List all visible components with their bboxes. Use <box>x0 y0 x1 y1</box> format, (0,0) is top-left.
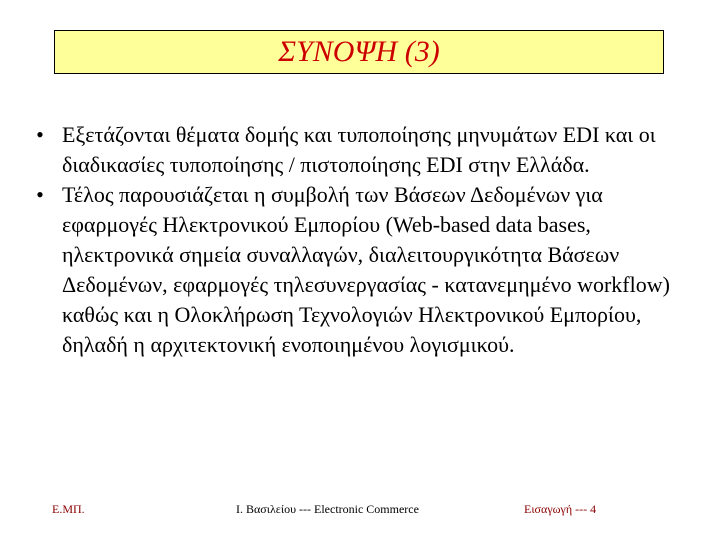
footer-right: Εισαγωγή --- 4 <box>524 502 597 516</box>
bullet-text: Τέλος παρουσιάζεται η συμβολή των Βάσεων Δεδομένων για εφαρμογές Ηλεκτρονικού Εμπορίου (Web-based data bases, ηλεκτρονικά σημεία συναλλαγών, διαλειτουργικότητα Βάσεων Δεδομένων, εφαρμογές τηλεσυνεργασίας - κατανεμημένο workflow) καθώς και η Ολοκλήρωση Τεχνολογιών Ηλεκτρονικού Εμπορίου, δηλαδή η αρχιτεκτονική ενοποιημένου λογισμικού. <box>62 182 670 357</box>
footer-center: Ι. Βασιλείου --- Electronic Commerce <box>236 502 419 516</box>
bullet-icon: • <box>36 122 44 147</box>
title-box <box>54 30 664 74</box>
bullet-list <box>30 120 700 360</box>
bullet-text: Εξετάζονται θέματα δομής και τυποποίησης μηνυμάτων EDI και οι διαδικασίες τυποποίησης / πιστοποίησης EDI στην Ελλάδα. <box>62 122 656 177</box>
bullet-item <box>30 120 700 180</box>
footer-left: Ε.ΜΠ. <box>52 502 85 516</box>
bullet-item <box>30 180 700 360</box>
bullet-icon: • <box>36 182 44 207</box>
slide-title: ΣΥΝΟΨΗ (3) <box>278 35 440 68</box>
